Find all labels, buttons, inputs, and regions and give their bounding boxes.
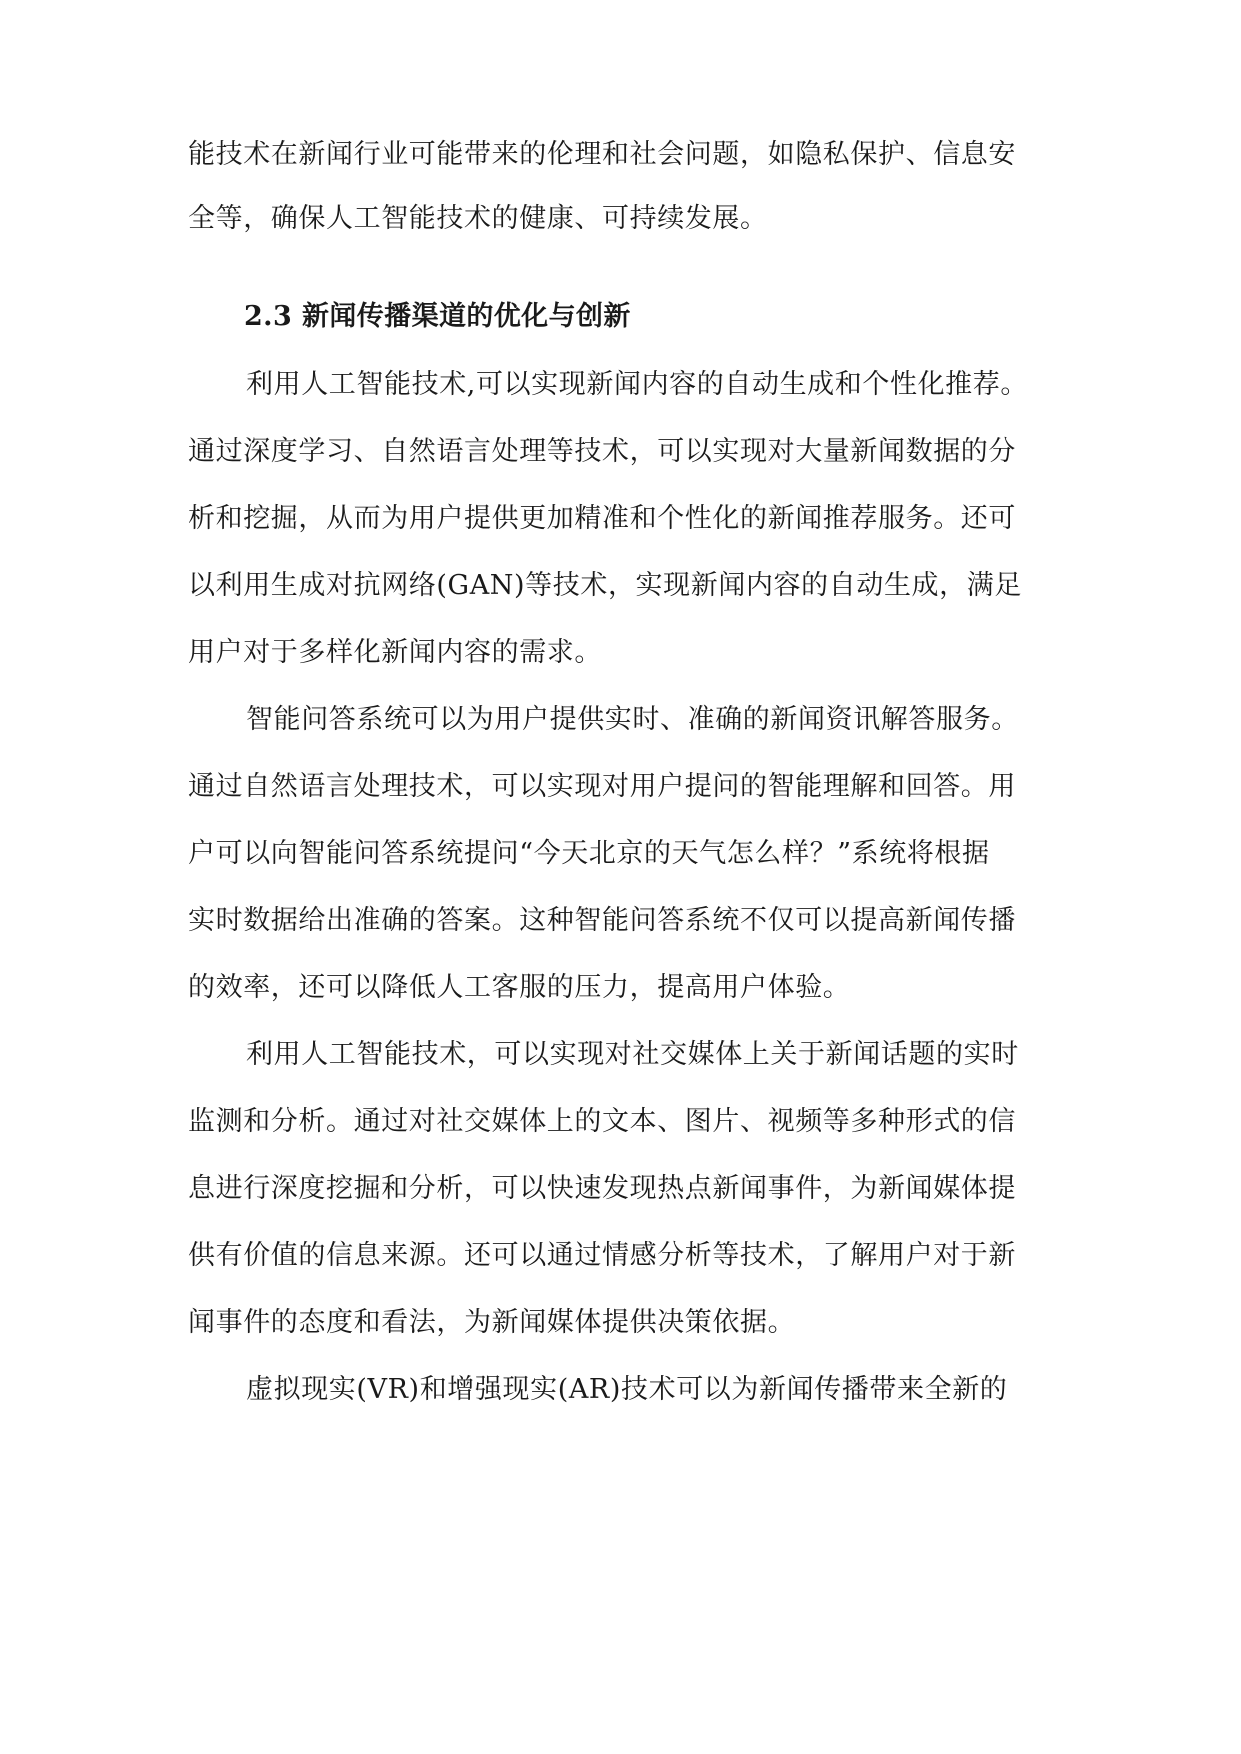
text-line: 虚拟现实(VR)和增强现实(AR)技术可以为新闻传播带来全新的: [246, 1374, 1008, 1405]
text-line: 通过深度学习、自然语言处理等技术，可以实现对大量新闻数据的分: [188, 436, 1016, 467]
text-line: 的效率，还可以降低人工客服的压力，提高用户体验。: [188, 972, 851, 1003]
text-line: 实时数据给出准确的答案。这种智能问答系统不仅可以提高新闻传播: [188, 905, 1016, 936]
text-line: 析和挖掘，从而为用户提供更加精准和个性化的新闻推荐服务。还可: [188, 503, 1016, 534]
text-line: 智能问答系统可以为用户提供实时、准确的新闻资讯解答服务。: [246, 704, 1019, 735]
text-line: 供有价值的信息来源。还可以通过情感分析等技术，了解用户对于新: [188, 1240, 1016, 1271]
text-line: 息进行深度挖掘和分析，可以快速发现热点新闻事件，为新闻媒体提: [188, 1173, 1016, 1204]
text-line: 利用人工智能技术，可以实现对社交媒体上关于新闻话题的实时: [246, 1039, 1019, 1070]
text-line: 用户对于多样化新闻内容的需求。: [188, 637, 602, 668]
text-line: 户可以向智能问答系统提问“今天北京的天气怎么样？”系统将根据: [188, 838, 990, 869]
section-heading: 2.3 新闻传播渠道的优化与创新: [244, 301, 631, 332]
text-line: 利用人工智能技术,可以实现新闻内容的自动生成和个性化推荐。: [246, 369, 1028, 400]
text-line: 通过自然语言处理技术，可以实现对用户提问的智能理解和回答。用: [188, 771, 1016, 802]
text-line: 全等，确保人工智能技术的健康、可持续发展。: [188, 203, 768, 234]
text-line: 以利用生成对抗网络(GAN)等技术，实现新闻内容的自动生成，满足: [188, 570, 1022, 601]
text-line: 监测和分析。通过对社交媒体上的文本、图片、视频等多种形式的信: [188, 1106, 1016, 1137]
text-line: 闻事件的态度和看法，为新闻媒体提供决策依据。: [188, 1307, 796, 1338]
text-line: 能技术在新闻行业可能带来的伦理和社会问题，如隐私保护、信息安: [188, 139, 1016, 170]
